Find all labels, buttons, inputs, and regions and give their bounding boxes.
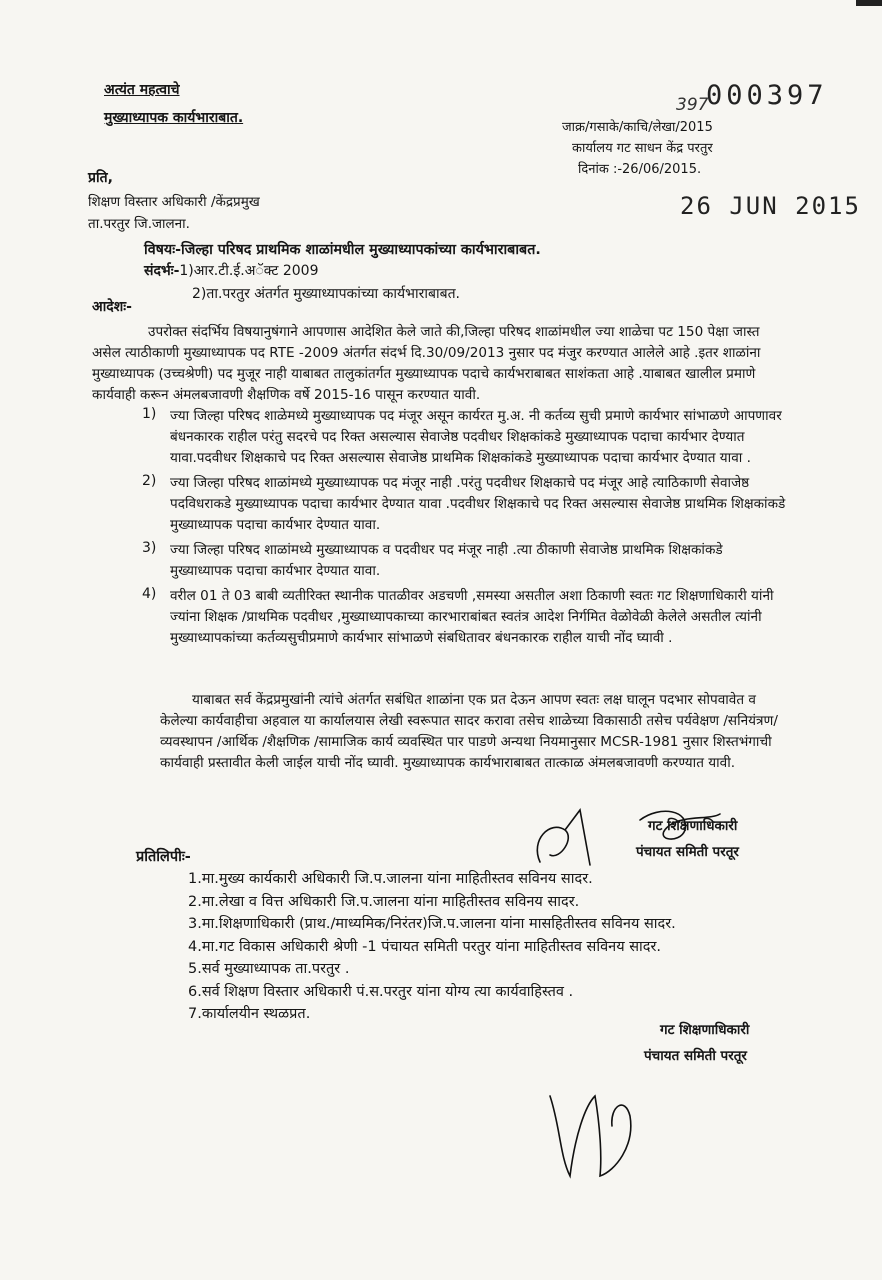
list-item: 3.मा.शिक्षणाधिकारी (प्राथ./माध्यमिक/निरंतर)जि.प.जालना यांना मासहितीस्तव सविनय सादर. — [188, 916, 676, 932]
priority-heading: अत्यंत महत्वाचे — [104, 82, 180, 98]
point-number: 2) — [142, 473, 157, 489]
reference-item: 2)ता.परतुर अंतर्गत मुख्याध्यापकांच्या कार्यभाराबाबत. — [192, 286, 460, 302]
signature-title: गट शिक्षणाधिकारी — [648, 818, 738, 834]
list-item: 1.मा.मुख्य कार्यकारी अधिकारी जि.प.जालना यांना माहितीस्तव सविनय सादर. — [188, 871, 593, 887]
point-text: ज्या जिल्हा परिषद शाळांमध्ये मुख्याध्यापक व पदवीधर पद मंजूर नाही .त्या ठीकाणी सेवाजेष्ठ प्राथमिक शिक्षकांकडे मुख्याध्यापक पदाचा कार्यभार देण्यात यावा. — [170, 542, 723, 579]
recipient-place: ता.परतुर जि.जालना. — [88, 216, 190, 232]
list-item: 6.सर्व शिक्षण विस्तार अधिकारी पं.स.परतुर यांना योग्य त्या कार्यवाहिस्तव . — [188, 983, 574, 1000]
cc-list — [188, 868, 676, 1026]
list-item — [142, 473, 786, 536]
issuing-office: कार्यालय गट साधन केंद्र परतुर — [572, 141, 713, 156]
subject-short-heading: मुख्याध्यापक कार्यभाराबात. — [104, 110, 244, 126]
serial-stamp: 000397 — [706, 80, 828, 111]
signature-title: गट शिक्षणाधिकारी — [660, 1022, 750, 1038]
signature-office: पंचायत समिती परतूर — [636, 844, 739, 860]
point-number: 4) — [142, 586, 157, 602]
point-text: ज्या जिल्हा परिषद शाळेमध्ये मुख्याध्यापक पद मंजूर असून कार्यरत मु.अ. नी कर्तव्य सुची प्रमाणे कार्यभार सांभाळणे आपणावर बंधनकारक राहील परंतु सदरचे पद रिक्त असल्यास सेवाजेष्ठ पदवीधर शिक्षकांकडे मुख्याध्यापक पदाचा कार्यभार देण्यात यावा.पदवीधर शिक्षकाचे पद रिक्त असल्यास सेवाजेष्ठ प्राथमिक शिक्षकांकडे मुख्याध्यापक पदाचा कार्यभार देण्यात यावा . — [170, 408, 782, 466]
page-corner-mark — [856, 0, 882, 6]
closing-paragraph: याबाबत सर्व केंद्रप्रमुखांनी त्यांचे अंतर्गत सबंधित शाळांना एक प्रत देऊन आपण स्वतः लक्ष घालून पदभार सोपवावेत व केलेल्या कार्यवाहीचा अहवाल या कार्यालयास लेखी स्वरूपात सादर करावा तसेच शाळेच्या विकासाठी तसेच पर्यवेक्षण /सनियंत्रण/व्यवस्थापन /आर्थिक /शैक्षणिक /सामाजिक कार्य व्यवस्थित पार पाडणे अन्यथा नियमानुसार MCSR-1981 नुसार शिस्तभंगाची कार्यवाही प्रस्तावीत केली जाईल याची नोंद घ्यावी. मुख्याध्यापक कार्यभाराबाबत तात्काळ अंमलबजावणी करण्यात यावी. — [160, 692, 778, 771]
list-item — [142, 586, 786, 649]
reference-line-1 — [144, 261, 318, 280]
order-label: आदेशः- — [92, 299, 132, 315]
cc-label: प्रतिलिपीः- — [136, 849, 191, 865]
list-item — [142, 406, 786, 469]
point-number: 1) — [142, 406, 157, 422]
signature-office: पंचायत समिती परतूर — [644, 1048, 747, 1064]
numbered-points — [142, 406, 786, 649]
point-number: 3) — [142, 540, 157, 556]
recipient: शिक्षण विस्तार अधिकारी /केंद्रप्रमुख — [88, 194, 260, 210]
list-item: 5.सर्व मुख्याध्यापक ता.परतुर . — [188, 961, 350, 977]
subject-line: विषयः-जिल्हा परिषद प्राथमिक शाळांमधील मुख्याध्यापकांच्या कार्यभाराबाबत. — [144, 242, 541, 258]
to-label: प्रति, — [88, 170, 113, 186]
list-item: 7.कार्यालयीन स्थळप्रत. — [188, 1006, 311, 1022]
list-item: 2.मा.लेखा व वित्त अधिकारी जि.प.जालना यांना माहितीस्तव सविनय सादर. — [188, 893, 580, 910]
signature-scribble — [540, 1076, 660, 1186]
reference-item: 1)आर.टी.ई.अॅक्ट 2009 — [179, 263, 319, 279]
list-item: 4.मा.गट विकास अधिकारी श्रेणी -1 पंचायत समिती परतुर यांना माहितीस्तव सविनय सादर. — [188, 938, 662, 955]
intro-paragraph: उपरोक्त संदर्भिय विषयानुषंगाने आपणास आदेशित केले जाते की,जिल्हा परिषद शाळांमधील ज्या शाळेचा पट 150 पेक्षा जास्त असेल त्याठीकाणी मुख्याध्यापक पद RTE -2009 अंतर्गत संदर्भ दि.30/09/2013 नुसार पद मंजुर करण्यात आलेले आहे .इतर शाळांना मुख्याध्यापक (उच्चश्रेणी) पद मुजूर नाही याबाबत तालुकांतर्गत मुख्याध्यापक पदाचे कार्यभराबाबत साशंकता आहे .याबाबत खालील प्रमाणे कार्यवाही करून अंमलबजावणी शैक्षणिक वर्षे 2015-16 पासून करण्यात यावी. — [92, 324, 761, 403]
received-date-stamp: 26 JUN 2015 — [680, 192, 861, 220]
letter-ref-number: जाक्र/गसाके/काचि/लेखा/2015 — [562, 120, 713, 135]
serial-handwritten: 397 — [676, 95, 709, 115]
letter-date: दिनांक :-26/06/2015. — [578, 162, 702, 177]
reference-label: संदर्भः- — [144, 263, 180, 279]
list-item — [142, 540, 786, 582]
point-text: ज्या जिल्हा परिषद शाळांमध्ये मुख्याध्यापक पद मंजूर नाही .परंतु पदवीधर शिक्षकाचे पद मंजूर आहे त्याठिकाणी सेवाजेष्ठ पदविधराकडे मुख्याध्यापक पदाचा कार्यभार देण्यात यावा .पदवीधर शिक्षकाचे पद रिक्त असल्यास सेवाजेष्ठ प्राथमिक शिक्षकांकडे मुख्याध्यापक पदाचा कार्यभार देण्यात यावा. — [170, 475, 786, 533]
point-text: वरील 01 ते 03 बाबी व्यतीरिक्त स्थानीक पातळीवर अडचणी ,समस्या असतील अशा ठिकाणी स्वतः गट शिक्षणाधिकारी यांनी ज्यांना शिक्षक /प्राथमिक पदवीधर ,मुख्याध्यापकाच्या कारभाराबांबत स्वतंत्र आदेश निर्गमित वेळोवेळी केलेले असतील त्यांनी मुख्याध्यापकांच्या कर्तव्यसुचीप्रमाणे कार्यभार सांभाळणे संबधितावर बंधनकारक राहील याची नोंद घ्यावी . — [170, 588, 774, 646]
